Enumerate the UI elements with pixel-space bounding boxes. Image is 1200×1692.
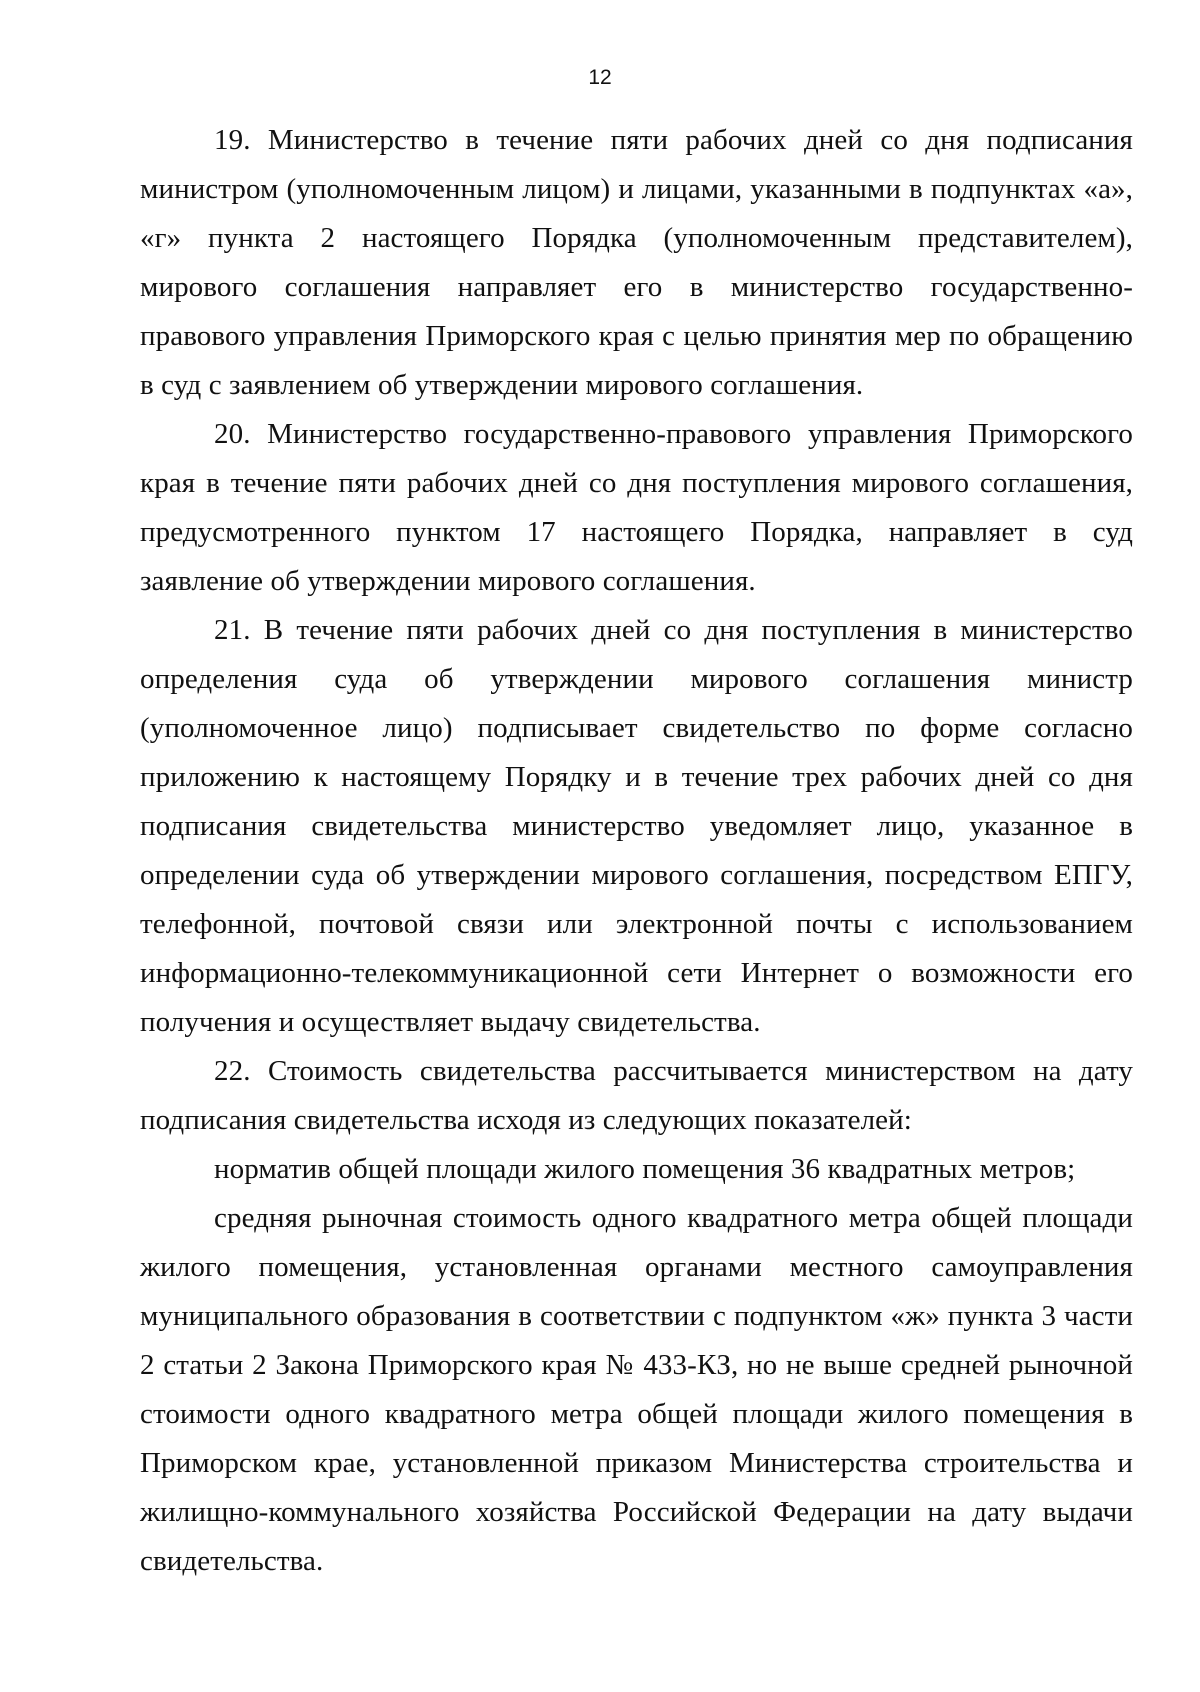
page-number: 12 [588,66,612,89]
paragraph-19: 19. Министерство в течение пяти рабочих дней со дня подписания министром (уполномоченным лицом) и лицами, указанными в подпунктах «а», «г» пункта 2 настоящего Порядка (уполномоченным представителем), мирового соглашения направляет его в министерство государственно-правового управления Приморского края с целью принятия мер по обращению в суд с заявлением об утверждении мирового соглашения. [140,124,1133,401]
paragraph-22-item-norm-area: норматив общей площади жилого помещения 36 квадратных метров; [214,1153,1076,1185]
paragraph-22-item-market-price: средняя рыночная стоимость одного квадратного метра общей площади жилого помещения, установленная органами местного самоуправления муниципального образования в соответствии с подпунктом «ж» пункта 3 части 2 статьи 2 Закона Приморского края № 433-КЗ, но не выше средней рыночной стоимости одного квадратного метра общей площади жилого помещения в Приморском крае, установленной приказом Министерства строительства и жилищно-коммунального хозяйства Российской Федерации на дату выдачи свидетельства. [140,1202,1133,1577]
paragraph-22: 22. Стоимость свидетельства рассчитывается министерством на дату подписания свидетельства исходя из следующих показателей: [140,1055,1133,1136]
paragraph-20: 20. Министерство государственно-правового управления Приморского края в течение пяти рабочих дней со дня поступления мирового соглашения, предусмотренного пунктом 17 настоящего Порядка, направляет в суд заявление об утверждении мирового соглашения. [140,418,1133,597]
paragraph-21: 21. В течение пяти рабочих дней со дня поступления в министерство определения суда об утверждении мирового соглашения министр (уполномоченное лицо) подписывает свидетельство по форме согласно приложению к настоящему Порядку и в течение трех рабочих дней со дня подписания свидетельства министерство уведомляет лицо, указанное в определении суда об утверждении мирового соглашения, посредством ЕПГУ, телефонной, почтовой связи или электронной почты с использованием информационно-телекоммуникационной сети Интернет о возможности его получения и осуществляет выдачу свидетельства. [140,614,1133,1038]
document-body [140,116,1133,1586]
